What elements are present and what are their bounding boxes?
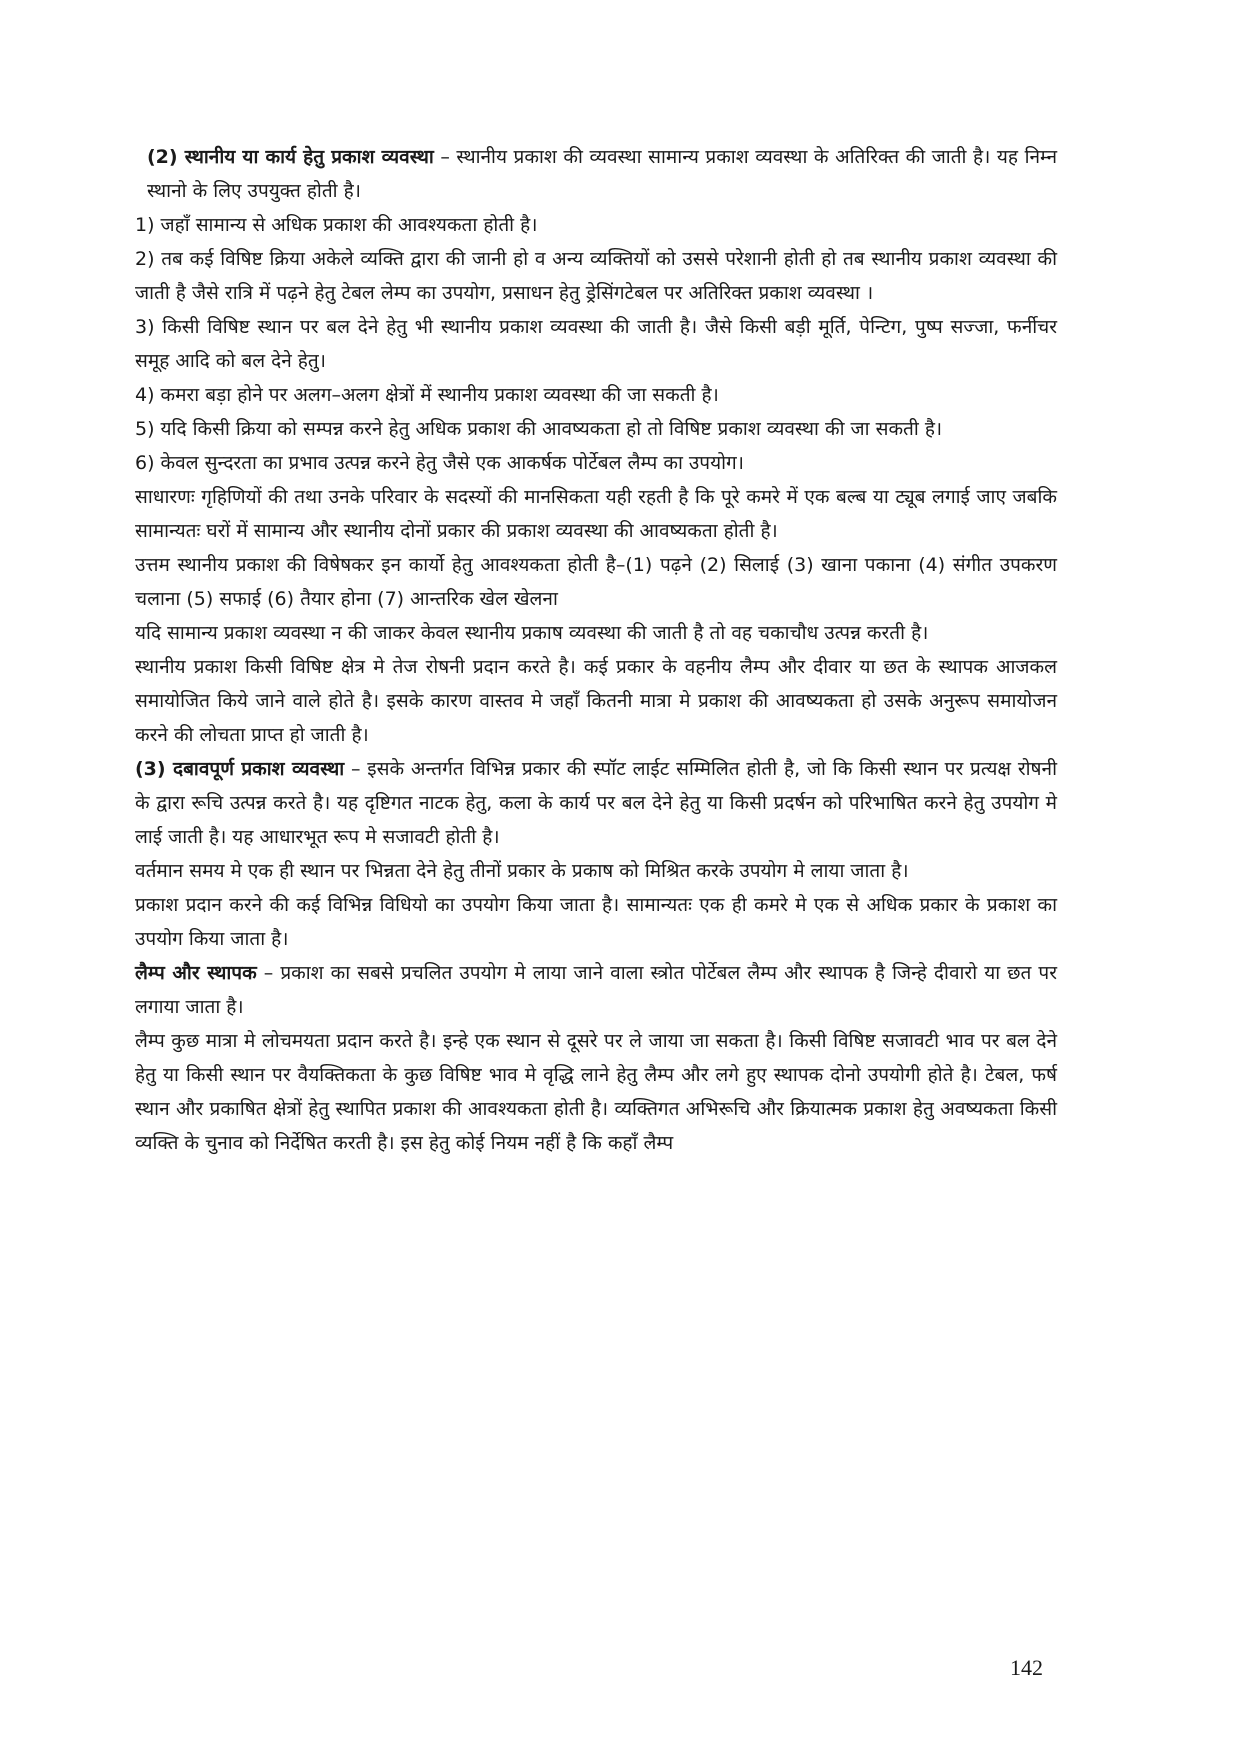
list-item-3: 3) किसी विषिष्ट स्थान पर बल देने हेतु भी स्थानीय प्रकाश व्यवस्था की जाती है। जैसे किसी बड़ी मूर्ति, पेन्टिग, पुष्प सज्जा, फर्नीचर समूह आदि को बल देने हेतु। xyxy=(135,316,1057,372)
list-item-2: 2) तब कई विषिष्ट क्रिया अकेले व्यक्ति द्वारा की जानी हो व अन्य व्यक्तियों को उससे परेशानी होती हो तब स्थानीय प्रकाश व्यवस्था की जाती है जैसे रात्रि में पढ़ने हेतु टेबल लेम्प का उपयोग, प्रसाधन हेतु ड्रेसिंगटेबल पर अतिरिक्त प्रकाश व्यवस्था । xyxy=(135,248,1057,304)
paragraph-text: – इसके अन्तर्गत विभिन्न प्रकार की स्पॉट लाईट सम्मिलित होती है, जो कि किसी स्थान पर प्रत्यक्ष रोषनी के द्वारा रूचि उत्पन्न करते है। यह दृष्टिगत नाटक हेतु, कला के कार्य पर बल देने हेतु या किसी प्रदर्षन को परिभाषित करने हेतु उपयोग मे लाई जाती है। यह आधारभूत रूप मे सजावटी होती है। xyxy=(135,758,1057,848)
list-item-5: 5) यदि किसी क्रिया को सम्पन्न करने हेतु अधिक प्रकाश की आवष्यकता हो तो विषिष्ट प्रकाश व्यवस्था की जा सकती है। xyxy=(135,418,943,440)
paragraph: साधारणः गृहिणियों की तथा उनके परिवार के सदस्यों की मानसिकता यही रहती है कि पूरे कमरे में एक बल्ब या ट्यूब लगाई जाए जबकि सामान्यतः घरों में सामान्य और स्थानीय दोनों प्रकार की प्रकाश व्यवस्था की आवष्यकता होती है। xyxy=(135,486,1057,542)
paragraph-lamps-fixtures xyxy=(135,956,1057,1024)
heading-pressure-lighting: (3) दबावपूर्ण प्रकाश व्यवस्था xyxy=(135,758,345,780)
paragraph: लैम्प कुछ मात्रा मे लोचमयता प्रदान करते है। इन्हे एक स्थान से दूसरे पर ले जाया जा सकता है। किसी विषिष्ट सजावटी भाव पर बल देने हेतु या किसी स्थान पर वैयक्तिकता के कुछ विषिष्ट भाव मे वृद्धि लाने हेतु लैम्प और लगे हुए स्थापक दोनो उपयोगी होते है। टेबल, फर्ष स्थान और प्रकाषित क्षेत्रों हेतु स्थापित प्रकाश की आवश्यकता होती है। व्यक्तिगत अभिरूचि और क्रियात्मक प्रकाश हेतु अवष्यकता किसी व्यक्ति के चुनाव को निर्देषित करती है। इस हेतु कोई नियम नहीं है कि कहाँ लैम्प xyxy=(135,1030,1057,1154)
paragraph: यदि सामान्य प्रकाश व्यवस्था न की जाकर केवल स्थानीय प्रकाष व्यवस्था की जाती है तो वह चकाचौध उत्पन्न करती है। xyxy=(135,622,929,644)
list-item-4: 4) कमरा बड़ा होने पर अलग–अलग क्षेत्रों में स्थानीय प्रकाश व्यवस्था की जा सकती है। xyxy=(135,384,719,406)
paragraph-text: – प्रकाश का सबसे प्रचलित उपयोग मे लाया जाने वाला स्त्रोत पोर्टेबल लैम्प और स्थापक है जिन्हे दीवारो या छत पर लगाया जाता है। xyxy=(135,962,1057,1018)
paragraph-pressure-lighting xyxy=(135,752,1057,854)
paragraph-text: – स्थानीय प्रकाश की व्यवस्था सामान्य प्रकाश व्यवस्था के अतिरिक्त की जाती है। यह निम्न स्थानो के लिए उपयुक्त होती है। xyxy=(147,146,1057,202)
page-number: 142 xyxy=(1010,1655,1043,1680)
paragraph: प्रकाश प्रदान करने की कई विभिन्न विधियो का उपयोग किया जाता है। सामान्यतः एक ही कमरे मे एक से अधिक प्रकार के प्रकाश का उपयोग किया जाता है। xyxy=(135,894,1057,950)
paragraph: वर्तमान समय मे एक ही स्थान पर भिन्नता देने हेतु तीनों प्रकार के प्रकाष को मिश्रित करके उपयोग मे लाया जाता है। xyxy=(135,860,909,882)
list-item-6: 6) केवल सुन्दरता का प्रभाव उत्पन्न करने हेतु जैसे एक आकर्षक पोर्टेबल लैम्प का उपयोग। xyxy=(135,452,744,474)
paragraph-local-lighting xyxy=(135,140,1057,208)
list-item-1: 1) जहाँ सामान्य से अधिक प्रकाश की आवश्यकता होती है। xyxy=(135,214,538,236)
paragraph: स्थानीय प्रकाश किसी विषिष्ट क्षेत्र मे तेज रोषनी प्रदान करते है। कई प्रकार के वहनीय लैम्प और दीवार या छत के स्थापक आजकल समायोजित किये जाने वाले होते है। इसके कारण वास्तव मे जहाँ कितनी मात्रा मे प्रकाश की आवष्यकता हो उसके अनुरूप समायोजन करने की लोचता प्राप्त हो जाती है। xyxy=(135,656,1057,746)
heading-lamps-fixtures: लैम्प और स्थापक xyxy=(135,962,257,984)
document-body xyxy=(135,140,1057,1160)
heading-local-lighting: (2) स्थानीय या कार्य हेतु प्रकाश व्यवस्था xyxy=(147,146,434,168)
paragraph: उत्तम स्थानीय प्रकाश की विषेषकर इन कार्यो हेतु आवश्यकता होती है–(1) पढ़ने (2) सिलाई (3) खाना पकाना (4) संगीत उपकरण चलाना (5) सफाई (6) तैयार होना (7) आन्तरिक खेल खेलना xyxy=(135,554,1057,610)
